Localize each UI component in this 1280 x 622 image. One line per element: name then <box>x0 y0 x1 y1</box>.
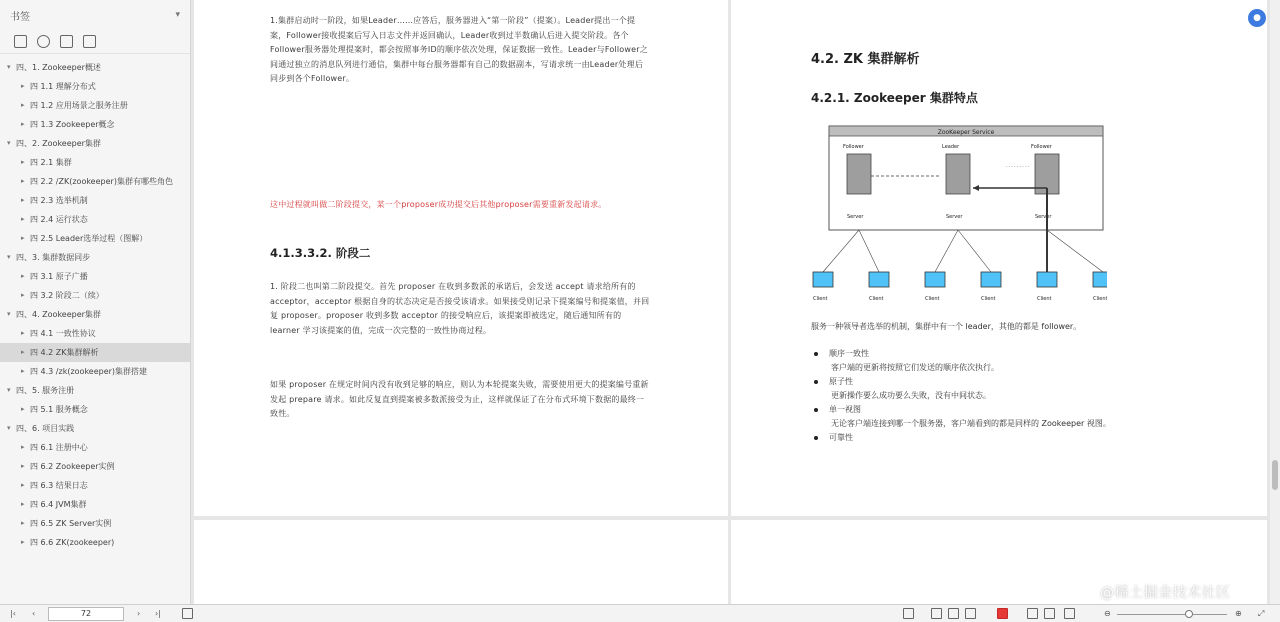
bookmark-expand-icon[interactable] <box>37 35 50 48</box>
toc-item[interactable] <box>0 229 190 248</box>
feature-detail: 无论客户端连接到哪一个服务器，客户端看到的都是同样的 Zookeeper 视图。 <box>831 419 1111 428</box>
server-role-label: Follower <box>843 144 864 150</box>
toc-item-label: 四、2. Zookeeper集群 <box>16 139 101 148</box>
toc-item-label: 四 6.1 注册中心 <box>30 443 88 452</box>
toc-toggle-icon[interactable]: ▸ <box>21 500 25 508</box>
toc-item-label: 四 6.2 Zookeeper实例 <box>30 462 115 471</box>
toc-item[interactable] <box>0 381 190 400</box>
toc-item[interactable] <box>0 210 190 229</box>
client-monitor-icon <box>1093 272 1107 287</box>
toc-list <box>0 54 190 552</box>
toc-toggle-icon[interactable]: ▸ <box>21 101 25 109</box>
toc-item-label: 四 4.3 /zk(zookeeper)集群搭建 <box>30 367 148 376</box>
chevron-down-icon[interactable]: ▾ <box>175 10 180 20</box>
sidebar-header <box>0 0 190 30</box>
toc-item[interactable] <box>0 96 190 115</box>
toc-item-label: 四、4. Zookeeper集群 <box>16 310 101 319</box>
single-page-icon[interactable] <box>931 608 942 619</box>
fit-page-icon[interactable] <box>1044 608 1055 619</box>
document-page-right <box>731 0 1267 516</box>
toc-item[interactable] <box>0 58 190 77</box>
toc-toggle-icon[interactable]: ▾ <box>7 63 11 71</box>
toc-item[interactable] <box>0 305 190 324</box>
feature-detail: 客户端的更新将按照它们发送的顺序依次执行。 <box>831 363 999 372</box>
toc-item-label: 四 6.5 ZK Server实例 <box>30 519 112 528</box>
server-role-label: Leader <box>942 144 960 150</box>
client-label: Client <box>869 296 884 302</box>
status-bar <box>0 604 1280 622</box>
client-monitor-icon <box>813 272 833 287</box>
paragraph: 1.集群启动时一阶段，如果Leader……应答后，服务器进入“第一阶段”（提案）。Leader提出一个提案，Follower接收提案后写入日志文件并返回确认，Leader收到过半数确认后进入提交阶段。各个Follower服务器处理提案时，都会按照事务ID的顺序依次处理，保证数据一致性。Leader与Follower之间通过独立的消息队列进行通信，集群中每台服务器都有自己的数据副本，写请求统一由Leader处理后同步到各个Follower。 <box>270 16 648 83</box>
server-label: Server <box>1035 214 1052 220</box>
diagram-title: ZooKeeper Service <box>937 129 995 136</box>
server-label: Server <box>946 214 963 220</box>
next-page-icon[interactable]: › <box>137 609 141 618</box>
feature-item: 单一视图 <box>811 403 1111 417</box>
toc-item-label: 四 3.2 阶段二（续） <box>30 291 104 300</box>
toc-item-label: 四、1. Zookeeper概述 <box>16 63 101 72</box>
toc-item-label: 四 5.1 服务概念 <box>30 405 88 414</box>
toc-item[interactable] <box>0 153 190 172</box>
assistant-icon[interactable]: ● <box>1248 9 1266 27</box>
zoom-in-icon[interactable]: ⊕ <box>1235 609 1242 618</box>
rotate-icon[interactable] <box>182 608 193 619</box>
bookmark-add-icon[interactable] <box>14 35 27 48</box>
vertical-scrollbar[interactable] <box>1270 0 1280 604</box>
continuous-page-icon[interactable] <box>965 608 976 619</box>
document-page-left-next <box>194 520 728 604</box>
toc-item-label: 四 4.1 一致性协议 <box>30 329 96 338</box>
toc-toggle-icon[interactable]: ▾ <box>7 310 11 318</box>
grid-view-icon[interactable] <box>1064 608 1075 619</box>
toc-item-label: 四、5. 服务注册 <box>16 386 75 395</box>
toc-item[interactable] <box>0 267 190 286</box>
toc-toggle-icon[interactable]: ▾ <box>7 424 11 432</box>
paragraph: 1. 阶段二也叫第二阶段提交。首先 proposer 在收到多数派的承诺后，会发送 accept 请求给所有的 acceptor，acceptor 根据自身的状态决定是否接受该请求。如果接受则记录下提案编号和提案值，并回复 proposer。proposer 收到多数 acceptor 的接受响应后，该提案即被选定，随后通知所有的 learner 学习该提案的值，完成一次完整的一致性协商过程。 <box>270 282 650 335</box>
toc-item[interactable] <box>0 191 190 210</box>
client-monitor-icon <box>925 272 945 287</box>
feature-item: 可靠性 <box>811 431 1111 445</box>
toc-item[interactable] <box>0 172 190 191</box>
first-page-icon[interactable]: |‹ <box>10 609 16 618</box>
client-label: Client <box>925 296 940 302</box>
toc-item-label: 四 1.2 应用场景之服务注册 <box>30 101 128 110</box>
toc-toggle-icon[interactable]: ▸ <box>21 291 25 299</box>
toc-item[interactable] <box>0 115 190 134</box>
toc-toggle-icon[interactable]: ▸ <box>21 272 25 280</box>
svg-text:- - - - - - - - -: - - - - - - - - - <box>1006 164 1030 169</box>
red-note: 这中过程就叫做二阶段提交，某一个proposer成功提交后其他proposer需要重新发起请求。 <box>270 200 607 209</box>
toc-toggle-icon[interactable]: ▸ <box>21 519 25 527</box>
bookmark-sidebar <box>0 0 191 604</box>
section-heading: 4.2. ZK 集群解析 <box>811 52 920 67</box>
client-label: Client <box>981 296 996 302</box>
toc-item[interactable] <box>0 324 190 343</box>
toc-item-label: 四 3.1 原子广播 <box>30 272 88 281</box>
toc-toggle-icon[interactable]: ▾ <box>7 253 11 261</box>
client-monitor-icon <box>869 272 889 287</box>
feature-detail: 更新操作要么成功要么失败，没有中间状态。 <box>831 391 991 400</box>
server-label: Server <box>847 214 864 220</box>
toc-item-label: 四 6.4 JVM集群 <box>30 500 87 509</box>
toc-item[interactable] <box>0 476 190 495</box>
feature-item: 原子性 <box>811 375 1111 389</box>
toc-item[interactable] <box>0 533 190 552</box>
zoom-slider[interactable] <box>1117 614 1227 615</box>
toc-item-label: 四 1.3 Zookeeper概念 <box>30 120 115 129</box>
server-role-label: Follower <box>1031 144 1052 150</box>
toc-toggle-icon[interactable]: ▸ <box>21 215 25 223</box>
subsection-heading: 4.2.1. Zookeeper 集群特点 <box>811 91 978 105</box>
toc-item-label: 四、6. 项目实践 <box>16 424 75 433</box>
diagram-description: 服务一种领导者选举的机制，集群中有一个 leader，其他的都是 follower。 <box>811 322 1082 331</box>
toc-item-label: 四 1.1 理解分布式 <box>30 82 96 91</box>
zoom-slider-thumb[interactable] <box>1185 610 1193 618</box>
toc-item-label: 四 2.2 /ZK(zookeeper)集群有哪些角色 <box>30 177 173 186</box>
toc-item-label: 四 2.1 集群 <box>30 158 72 167</box>
section-heading: 4.1.3.3.2. 阶段二 <box>270 246 371 260</box>
toc-toggle-icon[interactable]: ▸ <box>21 82 25 90</box>
toc-toggle-icon[interactable]: ▸ <box>21 443 25 451</box>
last-page-icon[interactable]: ›| <box>155 609 161 618</box>
toc-item[interactable] <box>0 134 190 153</box>
toc-item[interactable] <box>0 495 190 514</box>
toc-item-label: 四 6.6 ZK(zookeeper) <box>30 538 115 547</box>
toc-item-label: 四 2.3 选举机制 <box>30 196 88 205</box>
toc-item-label: 四 2.4 运行状态 <box>30 215 88 224</box>
bookmark-delete-icon[interactable] <box>83 35 96 48</box>
toc-item[interactable] <box>0 286 190 305</box>
page-number-input[interactable]: 72 <box>48 607 124 621</box>
toc-toggle-icon[interactable]: ▸ <box>21 405 25 413</box>
document-page-left <box>194 0 728 516</box>
toc-toggle-icon[interactable]: ▸ <box>21 234 25 242</box>
toc-item[interactable] <box>0 457 190 476</box>
client-monitor-icon <box>981 272 1001 287</box>
server-icon <box>847 154 871 194</box>
watermark: @稀土掘金技术社区 <box>1100 585 1231 601</box>
zoom-out-icon[interactable]: ⊖ <box>1104 609 1111 618</box>
toc-item[interactable] <box>0 514 190 533</box>
stop-icon[interactable] <box>997 608 1008 619</box>
toc-item-label: 四 6.3 结果日志 <box>30 481 88 490</box>
scroll-thumb[interactable] <box>1272 460 1278 490</box>
previous-page-icon[interactable]: ‹ <box>32 609 36 618</box>
client-label: Client <box>813 296 828 302</box>
toc-item[interactable] <box>0 400 190 419</box>
toc-toggle-icon[interactable]: ▸ <box>21 462 25 470</box>
toc-toggle-icon[interactable]: ▸ <box>21 196 25 204</box>
toc-toggle-icon[interactable]: ▸ <box>21 158 25 166</box>
server-icon <box>946 154 970 194</box>
toc-item-label: 四 2.5 Leader选举过程（图解） <box>30 234 148 243</box>
toc-item[interactable] <box>0 362 190 381</box>
toc-toggle-icon[interactable]: ▾ <box>7 386 11 394</box>
toc-toggle-icon[interactable]: ▸ <box>21 177 25 185</box>
toc-toggle-icon[interactable]: ▸ <box>21 120 25 128</box>
toc-toggle-icon[interactable]: ▸ <box>21 367 25 375</box>
toc-toggle-icon[interactable]: ▸ <box>21 348 25 356</box>
toc-toggle-icon[interactable]: ▸ <box>21 329 25 337</box>
paragraph: 如果 proposer 在规定时间内没有收到足够的响应，则认为本轮提案失败，需要使用更大的提案编号重新发起 prepare 请求。如此反复直到提案被多数派接受为止，这样就保证了在分布式环境下数据的最终一致性。 <box>270 380 649 418</box>
fit-width-icon[interactable] <box>1027 608 1038 619</box>
toc-toggle-icon[interactable]: ▾ <box>7 139 11 147</box>
toc-toggle-icon[interactable]: ▸ <box>21 481 25 489</box>
fullscreen-icon[interactable]: ⤢ <box>1258 609 1265 618</box>
toc-item[interactable] <box>0 438 190 457</box>
sidebar-toolbar <box>0 30 190 54</box>
toc-item-label: 四 4.2 ZK集群解析 <box>30 348 99 357</box>
toc-item[interactable] <box>0 419 190 438</box>
toc-toggle-icon[interactable]: ▸ <box>21 538 25 546</box>
sidebar-title: 书签 <box>10 11 30 23</box>
features-list <box>811 347 1111 445</box>
client-monitor-icon <box>1037 272 1057 287</box>
toc-item[interactable] <box>0 343 190 362</box>
zookeeper-cluster-diagram <box>811 124 1107 306</box>
toc-item-label: 四、3. 集群数据同步 <box>16 253 91 262</box>
bookmark-collapse-icon[interactable] <box>60 35 73 48</box>
toc-item[interactable] <box>0 77 190 96</box>
toc-item[interactable] <box>0 248 190 267</box>
read-mode-icon[interactable] <box>903 608 914 619</box>
client-label: Client <box>1037 296 1052 302</box>
client-label: Client <box>1093 296 1107 302</box>
feature-item: 顺序一致性 <box>811 347 1111 361</box>
double-page-icon[interactable] <box>948 608 959 619</box>
